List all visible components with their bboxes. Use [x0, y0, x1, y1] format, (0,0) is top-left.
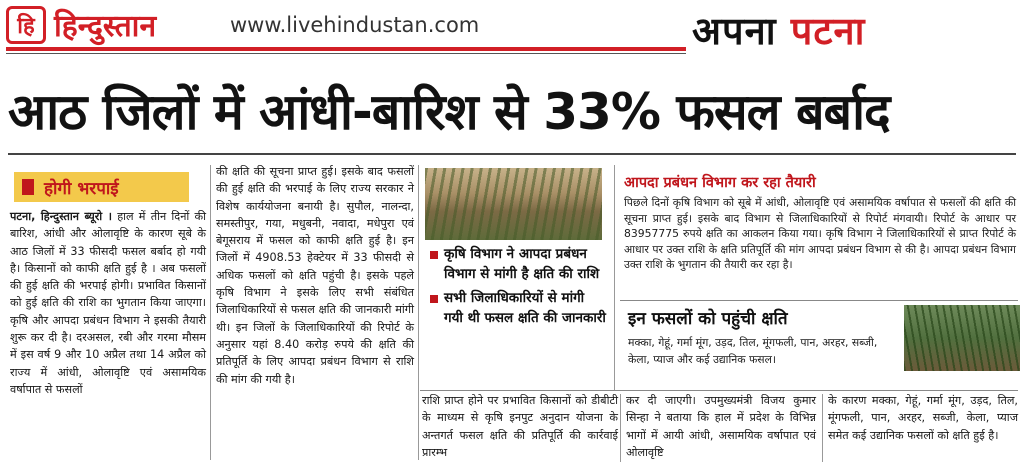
section-title-part1: अपना: [692, 9, 777, 53]
masthead-rule-thin: [6, 53, 686, 54]
kicker-label: होगी भरपाई: [14, 172, 189, 202]
section-title: [692, 4, 865, 56]
article-column-5: [828, 392, 1018, 444]
column-divider: [822, 394, 823, 462]
crop-plants-photo: [904, 305, 1020, 371]
masthead-rule: [6, 47, 686, 51]
box-divider: [620, 300, 1018, 301]
bottom-divider: [420, 390, 1018, 391]
article-text-3: राशि प्राप्त होने पर प्रभावित किसानों को डीबीटी के माध्यम से कृषि इनपुट अनुदान योजना के अन्तगर्त फसल क्षति की प्रतिपूर्ति की कार्रवाई प्रारम्भ: [422, 394, 618, 459]
article-text-1: हाल में तीन दिनों की बारिश, आंधी और ओलावृष्टि के कारण सूबे के आठ जिलों में 33 फीसदी फसल बर्बाद हो गयी है। किसानों को काफी क्षति हुई है । अब फसलों की हुई क्षति की भरपाई होगी। प्रभावित किसानों को हुई क्षति की राशि का भुगतान किया जाएगा। कृषि और आपदा प्रबंधन विभाग ने इसकी तैयारी शुरू कर दी है। दरअसल, रबी और गरमा मौसम में इस वर्ष 9 और 10 अप्रैल तथा 14 अप्रैल को राज्य में आंधी, ओलावृष्टि एवं असामयिक वर्षापात से फसलों: [10, 210, 206, 396]
article-text-5: के कारण मक्का, गेहूं, गर्मा मूंग, उड़द, तिल, मूंगफली, पान, अरहर, सब्जी, केला, प्याज समेत कई उद्यानिक फसलों को क्षति हुई है।: [828, 394, 1018, 442]
column-divider: [210, 165, 211, 460]
article-body-1: [10, 208, 206, 398]
article-column-3: [422, 392, 618, 461]
box-text-affected-crops: मक्का, गेहूं, गर्मा मूंग, उड़द, तिल, मूंगफली, पान, अरहर, सब्जी, केला, प्याज और कई उद्यानिक फसल।: [628, 336, 878, 366]
website-url: www.livehindustan.com: [230, 13, 480, 37]
masthead: [0, 0, 1024, 58]
section-title-part2: पटना: [790, 9, 866, 53]
crop-field-photo: [425, 168, 602, 240]
box-title-affected-crops: इन फसलों को पहुंची क्षति: [628, 309, 788, 329]
column-divider: [620, 394, 621, 462]
highlights-box: [428, 244, 606, 332]
headline: आठ जिलों में आंधी-बारिश से 33% फसल बर्बाद: [8, 83, 890, 141]
article-text-4: कर दी जाएगी। उपमुख्यमंत्री विजय कुमार सिन्हा ने बताया कि हाल में प्रदेश के विभिन्न भागों में आयी आंधी, असामयिक वर्षापात एवं ओलावृष्टि: [626, 394, 816, 459]
newspaper-brand: हिन्दुस्तान: [54, 9, 157, 44]
highlight-item: सभी जिलाधिकारियों से मांगी गयी थी फसल क्षति की जानकारी: [428, 288, 606, 328]
article-column-4: [626, 392, 816, 461]
box-text-disaster-dept: पिछले दिनों कृषि विभाग को सूबे में आंधी, ओलावृष्टि एवं असामयिक वर्षापात से फसलों की क्षति की सूचना प्राप्त हुई। इसके बाद विभाग से जिलाधिकारियों से रिपोर्ट मंगवायी। रिपोर्ट के आधार पर 83957775 रुपये क्षति का आकलन किया गया। कृषि विभाग ने जिलाधिकारियों से प्राप्त रिपोर्ट के आधार पर उक्त राशि के क्षति प्रतिपूर्ति की मांग आपदा प्रबंधन विभाग से की है। आपदा प्रबंधन विभाग उक्त राशि के भुगतान की तैयारी कर रहा है।: [624, 196, 1016, 271]
byline: पटना, हिन्दुस्तान ब्यूरो ।: [10, 210, 112, 223]
headline-rule: [8, 153, 1016, 155]
article-column-2: [216, 163, 414, 388]
box-title-disaster-dept: आपदा प्रबंधन विभाग कर रहा तैयारी: [624, 175, 816, 191]
newspaper-logo-icon: हि: [6, 6, 46, 44]
article-column-1: [10, 208, 206, 398]
highlight-item: कृषि विभाग ने आपदा प्रबंधन विभाग से मांगी है क्षति की राशि: [428, 244, 606, 284]
article-text-2: की क्षति की सूचना प्राप्त हुई। इसके बाद फसलों की हुई क्षति की भरपाई के लिए राज्य सरकार ने विशेष कार्ययोजना बनायी है। सुपौल, नालन्दा, समस्तीपुर, गया, मधुबनी, नवादा, मधेपुरा एवं बेगूसराय में फसल को काफी क्षति हुई है। इन जिलों में 4908.53 हेक्टेयर में 33 फीसदी से अधिक फसलों को क्षति पहुंची है। इसके पहले कृषि विभाग ने इसके लिए सभी संबंधित जिलाधिकारियों से फसल क्षति की जानकारी मांगी थी। इन जिलों के जिलाधिकारियों की रिपोर्ट के अनुसार यहां 8.40 करोड़ रुपये की क्षति की प्रतिपूर्ति के लिए आपदा प्रबंधन विभाग से राशि की मांग की गयी है।: [216, 165, 414, 386]
column-divider: [418, 165, 419, 460]
column-divider: [614, 165, 615, 390]
